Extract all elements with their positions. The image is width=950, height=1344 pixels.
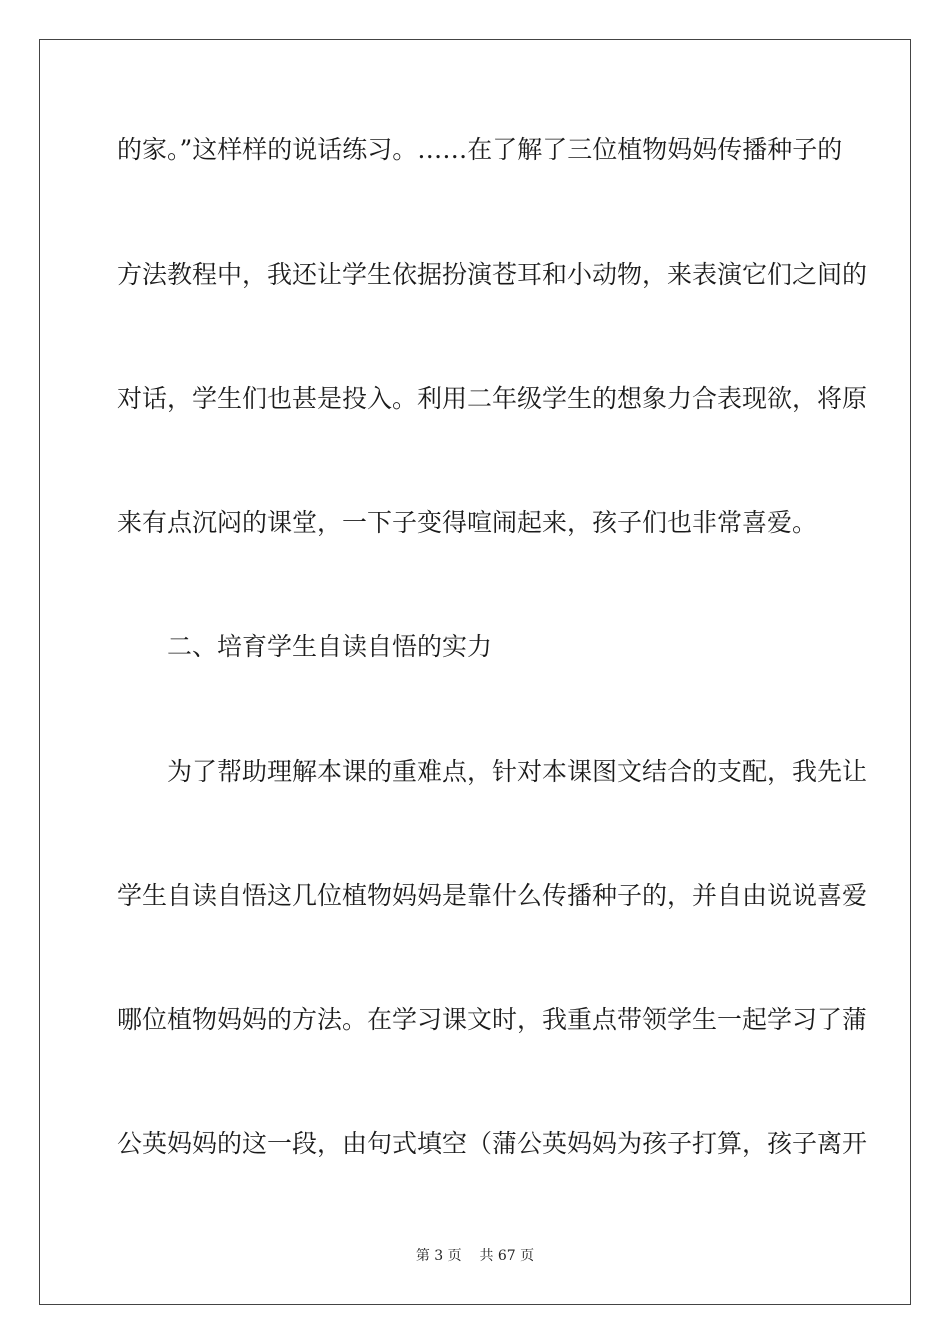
text-line-8: 哪位植物妈妈的方法。在学习课文时，我重点带领学生一起学习了蒲 [117,1005,868,1034]
text-line-4: 来有点沉闷的课堂，一下子变得喧闹起来，孩子们也非常喜爱。 [117,508,818,537]
text-line-1: 的家。”这样样的说话练习。……在了解了三位植物妈妈传播种子的 [117,135,843,164]
text-line-9: 公英妈妈的这一段，由句式填空（蒲公英妈妈为孩子打算，孩子离开 [117,1129,868,1158]
text-line-7: 学生自读自悟这几位植物妈妈是靠什么传播种子的，并自由说说喜爱 [117,881,868,910]
text-line-2: 方法教程中，我还让学生依据扮演苍耳和小动物，来表演它们之间的 [117,260,868,289]
page-frame [39,39,911,1305]
page-footer [0,1247,950,1265]
text-line-3: 对话，学生们也甚是投入。利用二年级学生的想象力合表现欲，将原 [117,384,868,413]
page-total: 共 67 页 [479,1248,535,1264]
text-line-6: 为了帮助理解本课的重难点，针对本课图文结合的支配，我先让 [167,757,868,786]
page-number: 第 3 页 [415,1248,462,1264]
section-heading: 二、培育学生自读自悟的实力 [167,632,493,661]
